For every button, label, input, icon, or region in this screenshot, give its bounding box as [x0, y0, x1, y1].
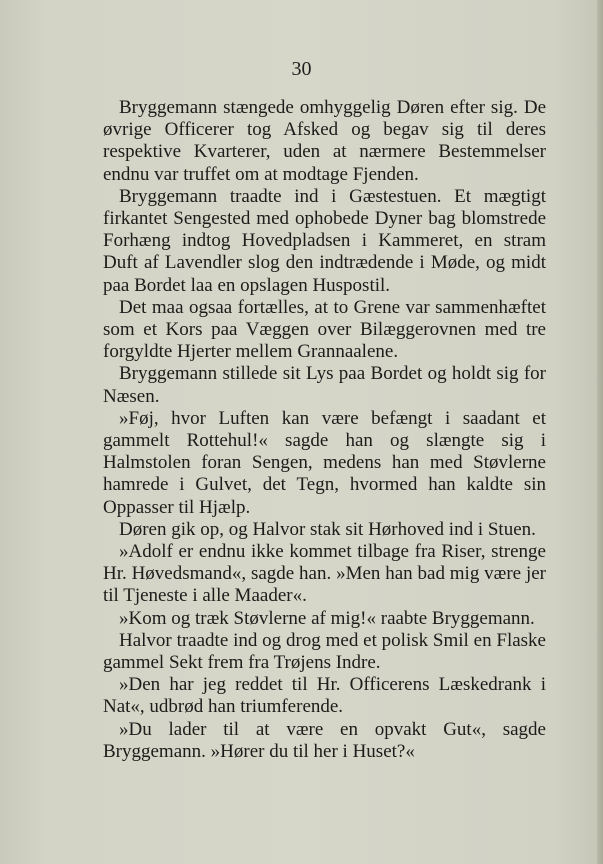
body-text	[103, 97, 546, 763]
page-number: 30	[291, 58, 312, 80]
paragraph: »Den har jeg reddet til Hr. Officerens Læskedrank i Nat«, udbrød han triumferende.	[103, 674, 546, 718]
paragraph: »Føj, hvor Luften kan være befængt i saadant et gammelt Rottehul!« sagde han og slængte sig i Halmstolen foran Sengen, medens han med Støvlerne hamrede i Gulvet, det Tegn, hvormed han kaldte sin Oppasser til Hjælp.	[103, 407, 546, 518]
paragraph: Bryggemann stængede omhyggelig Døren efter sig. De øvrige Officerer tog Afsked og begav sig til deres respektive Kvarterer, uden at nærmere Bestemmelser endnu var truffet om at modtage Fjenden.	[103, 97, 546, 185]
page-edge	[597, 0, 603, 864]
paragraph: »Adolf er endnu ikke kommet tilbage fra Riser, strenge Hr. Høvedsmand«, sagde han. »Men han bad mig være jer til Tjeneste i alle Maader«.	[103, 541, 546, 607]
paragraph: Døren gik op, og Halvor stak sit Hørhoved ind i Stuen.	[119, 518, 536, 540]
paragraph: Bryggemann traadte ind i Gæstestuen. Et mægtigt firkantet Sengested med ophobede Dyner bag blomstrede Forhæng indtog Hovedpladsen i Kammeret, en stram Duft af Lavendler slog den indtrædende i Møde, og midt paa Bordet laa en opslagen Huspostil.	[103, 185, 546, 296]
paragraph: »Kom og træk Støvlerne af mig!« raabte Bryggemann.	[119, 607, 535, 629]
paragraph: Det maa ogsaa fortælles, at to Grene var sammenhæftet som et Kors paa Væggen over Bilæggerovnen med tre forgyldte Hjerter mellem Grannaalene.	[103, 296, 546, 363]
paragraph: »Du lader til at være en opvakt Gut«, sagde Bryggemann. »Hører du til her i Huset?«	[103, 718, 546, 762]
paragraph: Bryggemann stillede sit Lys paa Bordet og holdt sig for Næsen.	[103, 363, 546, 407]
paragraph: Halvor traadte ind og drog med et polisk Smil en Flaske gammel Sekt frem fra Trøjens Indre.	[103, 629, 546, 674]
